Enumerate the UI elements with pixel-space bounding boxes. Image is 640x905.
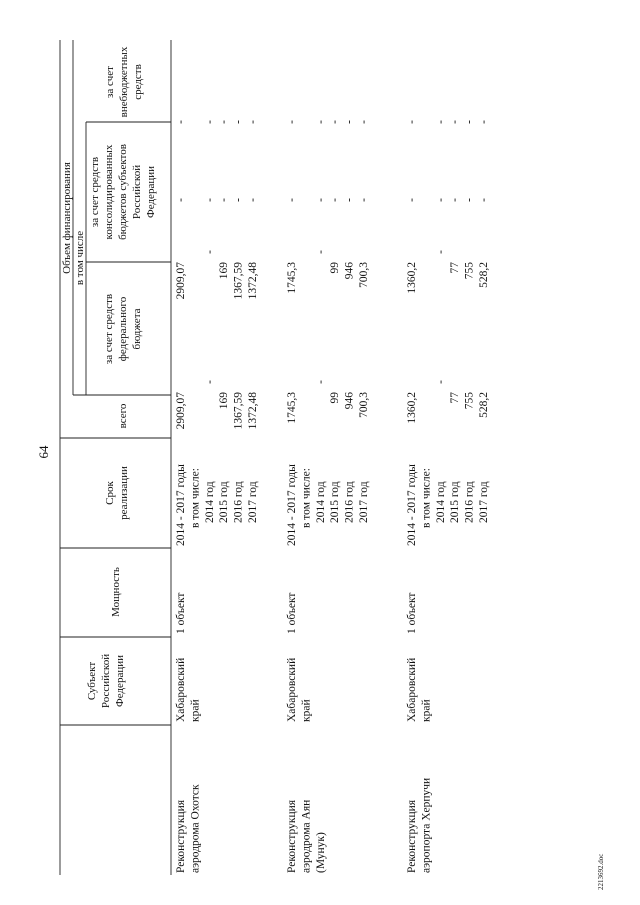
year-extra-cell: - <box>247 120 259 124</box>
object-name-line: аэродрома Охотск <box>189 784 202 873</box>
year-regional-cell: - <box>232 198 245 202</box>
object-name-line: аэропорта Херпучи <box>420 777 433 873</box>
year-total-cell: 1367,59 <box>232 392 245 430</box>
regional-cell: - <box>406 198 418 202</box>
year-regional-cell: - <box>434 198 447 202</box>
year-federal-cell: 99 <box>329 262 342 274</box>
header-federal-line: бюджета <box>131 308 143 350</box>
header-subject <box>86 654 126 708</box>
extra-budget-cell: - <box>175 120 187 124</box>
year-federal-cell: 1372,48 <box>247 262 259 300</box>
federal-cell: 2909,07 <box>175 262 187 300</box>
year-extra-cell: - <box>434 120 447 124</box>
header-total: всего <box>117 403 129 429</box>
header-regional-line: бюджетов субъектов <box>117 144 129 240</box>
year-label: 2016 год <box>463 481 476 523</box>
subject-line: Хабаровский <box>406 657 418 722</box>
table-header <box>61 46 157 708</box>
extra-budget-cell: - <box>286 120 298 124</box>
year-label: 2014 год <box>314 481 327 523</box>
year-total-cell: - <box>434 380 447 384</box>
table-row <box>406 120 490 873</box>
header-regional-line: Федерации <box>145 166 157 218</box>
capacity-cell: 1 объект <box>286 592 298 634</box>
year-regional-cell: - <box>203 198 216 202</box>
header-subject-line: Российской <box>100 653 112 709</box>
header-including: в том числе <box>74 230 86 286</box>
table-body <box>175 120 490 873</box>
year-total-cell: 946 <box>343 392 356 410</box>
subject-line: Хабаровский <box>286 657 298 722</box>
capacity-cell: 1 объект <box>406 592 418 634</box>
year-total-cell: 169 <box>218 392 231 410</box>
year-extra-cell: - <box>232 120 245 124</box>
header-federal-line: за счет средств <box>103 293 115 365</box>
header-period-line: Срок <box>104 481 116 505</box>
page-number: 64 <box>36 445 51 459</box>
total-cell: 2909,07 <box>175 392 187 430</box>
year-regional-cell: - <box>449 198 462 202</box>
year-regional-cell: - <box>314 198 327 202</box>
year-total-cell: 755 <box>463 392 476 410</box>
year-regional-cell: - <box>478 198 490 202</box>
year-regional-cell: - <box>463 198 476 202</box>
period-cell: 2014 - 2017 годы <box>175 464 187 546</box>
header-period <box>104 466 130 520</box>
year-federal-cell: 755 <box>463 262 476 280</box>
header-regional-line: за счет средств <box>89 156 101 228</box>
subject-line: край <box>300 699 313 722</box>
subject-line: Хабаровский <box>175 657 187 722</box>
year-extra-cell: - <box>463 120 476 124</box>
total-cell: 1360,2 <box>406 392 418 424</box>
year-federal-cell: 1367,59 <box>232 262 245 300</box>
year-total-cell: 1372,48 <box>247 392 259 430</box>
table-grid <box>60 40 171 875</box>
year-extra-cell: - <box>218 120 231 124</box>
header-capacity: Мощность <box>110 567 122 617</box>
year-regional-cell: - <box>247 198 259 202</box>
year-total-cell: - <box>203 380 216 384</box>
object-name-line: (Мунук) <box>314 832 327 873</box>
year-regional-cell: - <box>343 198 356 202</box>
year-total-cell: 528,2 <box>478 392 490 418</box>
regional-cell: - <box>286 198 298 202</box>
including-label: в том числе: <box>300 468 313 528</box>
year-federal-cell: 528,2 <box>478 262 490 288</box>
year-federal-cell: 700,3 <box>358 262 370 288</box>
year-extra-cell: - <box>314 120 327 124</box>
header-extra-line: внебюджетных <box>118 46 130 118</box>
header-extra-budget <box>104 46 144 117</box>
header-federal-line: федерального <box>117 296 129 362</box>
year-label: 2015 год <box>218 481 231 523</box>
header-period-line: реализации <box>118 466 130 520</box>
year-extra-cell: - <box>358 120 370 124</box>
year-federal-cell: - <box>203 250 216 254</box>
year-total-cell: - <box>314 380 327 384</box>
year-regional-cell: - <box>358 198 370 202</box>
header-funding-group: Объем финансирования <box>61 162 73 274</box>
header-federal <box>103 294 143 364</box>
subject-line: край <box>189 699 202 722</box>
year-label: 2015 год <box>449 481 462 523</box>
year-federal-cell: - <box>314 250 327 254</box>
extra-budget-cell: - <box>406 120 418 124</box>
year-extra-cell: - <box>343 120 356 124</box>
table-row <box>175 120 259 873</box>
header-subject-line: Федерации <box>114 655 126 707</box>
object-name-line: Реконструкция <box>286 799 298 873</box>
header-subject-line: Субъект <box>86 661 98 701</box>
year-label: 2016 год <box>232 481 245 523</box>
document-code: 2213692.doc <box>597 853 605 890</box>
including-label: в том числе: <box>420 468 433 528</box>
federal-cell: 1745,3 <box>286 262 298 294</box>
year-federal-cell: 946 <box>343 262 356 280</box>
header-regional <box>89 144 157 240</box>
year-label: 2016 год <box>343 481 356 523</box>
year-label: 2014 год <box>203 481 216 523</box>
period-cell: 2014 - 2017 годы <box>286 464 298 546</box>
capacity-cell: 1 объект <box>175 592 187 634</box>
federal-cell: 1360,2 <box>406 262 418 294</box>
year-label: 2015 год <box>329 481 342 523</box>
year-regional-cell: - <box>218 198 231 202</box>
total-cell: 1745,3 <box>286 392 298 424</box>
object-name-line: Реконструкция <box>175 799 187 873</box>
year-federal-cell: - <box>434 250 447 254</box>
year-label: 2017 год <box>247 481 259 523</box>
year-federal-cell: 169 <box>218 262 231 280</box>
header-extra-line: за счет <box>104 66 116 98</box>
including-label: в том числе: <box>189 468 202 528</box>
year-extra-cell: - <box>329 120 342 124</box>
year-regional-cell: - <box>329 198 342 202</box>
year-extra-cell: - <box>449 120 462 124</box>
year-total-cell: 99 <box>329 392 342 404</box>
header-regional-line: Российской <box>131 164 143 220</box>
subject-line: край <box>420 699 433 722</box>
object-name-line: Реконструкция <box>406 799 418 873</box>
year-label: 2017 год <box>358 481 370 523</box>
period-cell: 2014 - 2017 годы <box>406 464 418 546</box>
object-name-line: аэродрома Аян <box>300 799 313 873</box>
year-federal-cell: 77 <box>449 262 462 274</box>
year-label: 2014 год <box>434 481 447 523</box>
regional-cell: - <box>175 198 187 202</box>
year-extra-cell: - <box>478 120 490 124</box>
header-extra-line: средств <box>132 64 144 100</box>
year-label: 2017 год <box>478 481 490 523</box>
table-row <box>286 120 370 873</box>
header-regional-line: консолидированных <box>103 144 115 240</box>
year-total-cell: 77 <box>449 392 462 404</box>
year-extra-cell: - <box>203 120 216 124</box>
year-total-cell: 700,3 <box>358 392 370 418</box>
